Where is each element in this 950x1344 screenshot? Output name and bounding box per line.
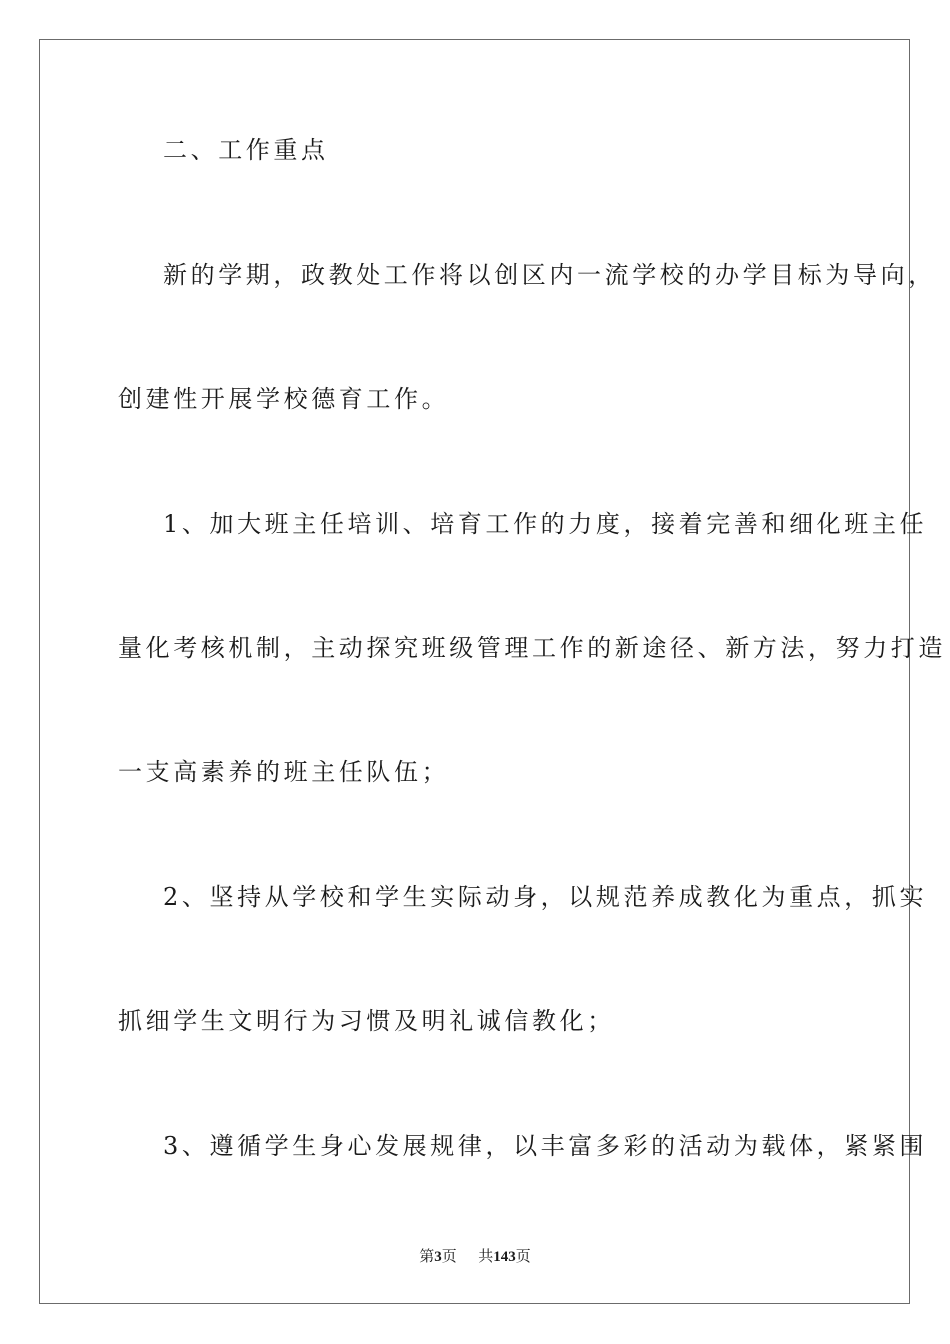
footer-total-suffix: 页 (515, 1249, 531, 1265)
section-heading: 二、工作重点 (163, 136, 329, 164)
paragraph-line: 3、遵循学生身心发展规律，以丰富多彩的活动为载体，紧紧围 (163, 1132, 928, 1160)
paragraph-line: 一支高素养的班主任队伍； (118, 758, 450, 786)
paragraph-line: 量化考核机制，主动探究班级管理工作的新途径、新方法，努力打造 (118, 634, 946, 662)
paragraph-line: 2、坚持从学校和学生实际动身，以规范养成教化为重点，抓实 (163, 883, 928, 911)
footer-total-prefix: 共 (478, 1249, 494, 1265)
page-border (39, 39, 910, 1304)
paragraph-line: 创建性开展学校德育工作。 (118, 385, 450, 413)
paragraph-line: 1、加大班主任培训、培育工作的力度，接着完善和细化班主任 (163, 510, 928, 538)
page-footer (0, 1247, 950, 1267)
footer-total-pages: 143 (493, 1249, 516, 1265)
paragraph-line: 新的学期，政教处工作将以创区内一流学校的办学目标为导向， (163, 261, 936, 289)
footer-page-suffix: 页 (441, 1249, 457, 1265)
footer-page-number: 3 (434, 1249, 442, 1265)
footer-page-prefix: 第 (419, 1249, 435, 1265)
paragraph-line: 抓细学生文明行为习惯及明礼诚信教化； (118, 1007, 615, 1035)
